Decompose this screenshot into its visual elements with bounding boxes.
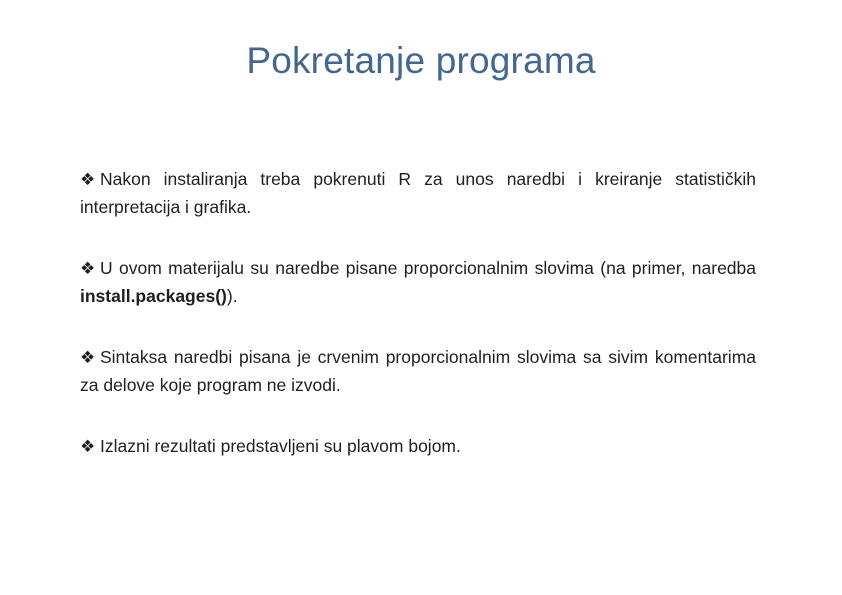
bullet-item-commands (80, 255, 756, 310)
bullet-list (80, 166, 756, 461)
bullet-text: Izlazni rezultati predstavljeni su plavom bojom. (100, 436, 461, 456)
bullet-text: Nakon instaliranja treba pokrenuti R za unos naredbi i kreiranje statističkih interpretacija i grafika. (80, 169, 756, 217)
bullet-text-before: U ovom materijalu su naredbe pisane proporcionalnim slovima (na primer, naredba (100, 258, 756, 278)
code-sample: install.packages() (80, 286, 227, 306)
bullet-text: Sintaksa naredbi pisana je crvenim proporcionalnim slovima sa sivim komentarima za delove koje program ne izvodi. (80, 347, 756, 395)
bullet-item-syntax (80, 344, 756, 399)
bullet-item-output (80, 433, 756, 461)
slide-title: Pokretanje programa (246, 40, 596, 81)
diamond-bullet-icon: ❖ (80, 348, 96, 368)
bullet-text-after: ). (226, 286, 238, 306)
bullet-item-install (80, 166, 756, 221)
diamond-bullet-icon: ❖ (80, 259, 96, 279)
diamond-bullet-icon: ❖ (80, 437, 96, 457)
diamond-bullet-icon: ❖ (80, 170, 96, 190)
